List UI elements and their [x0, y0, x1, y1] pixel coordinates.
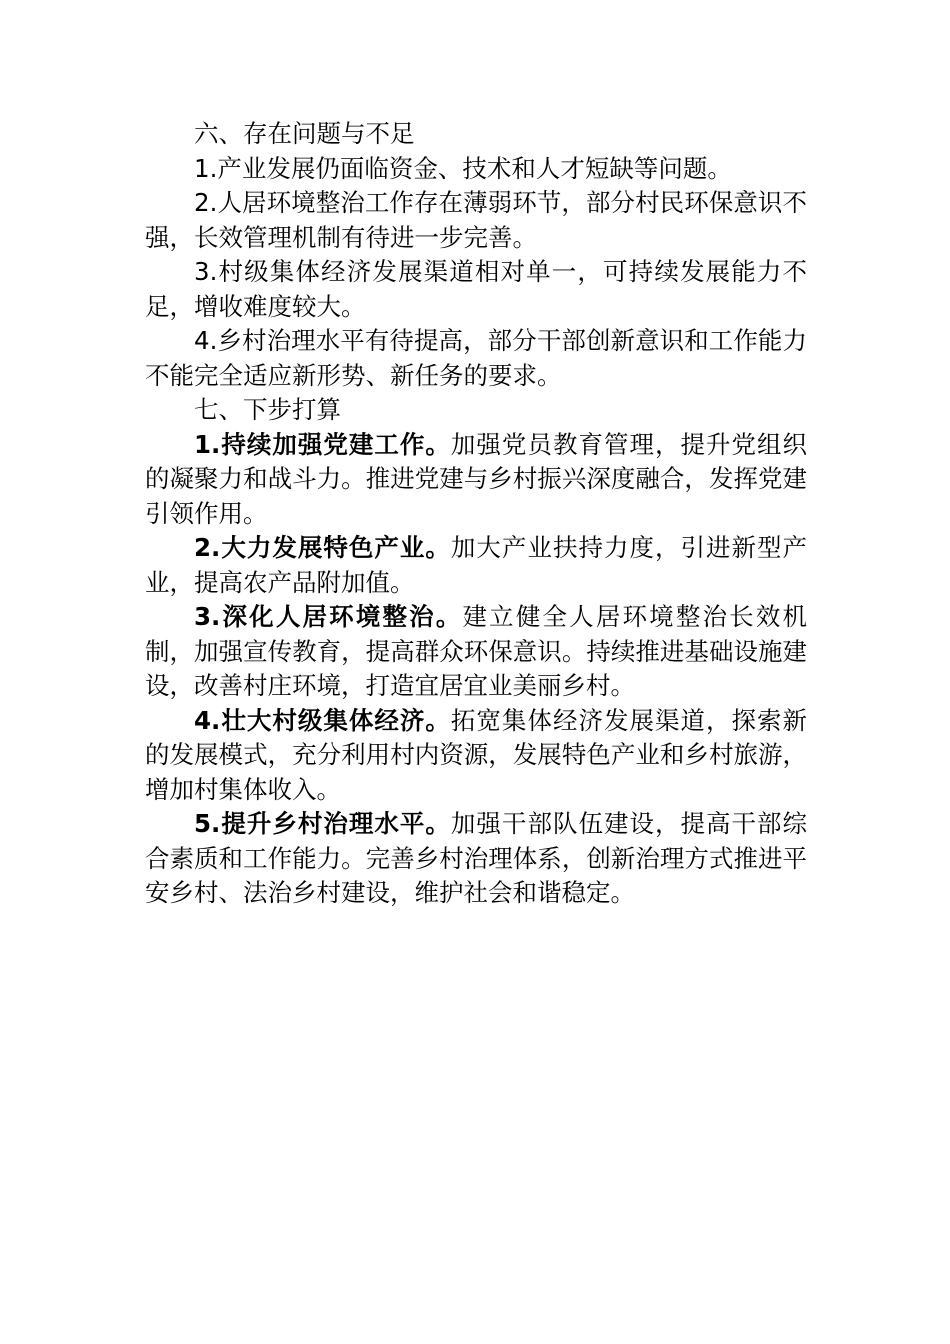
- section-heading-next-steps: 七、下步打算: [194, 395, 341, 424]
- plan-item-title: 2.大力发展特色产业。: [194, 533, 451, 562]
- plan-item-body: 加大产业扶持力度，引进新型产业，提高农产品附加值。: [145, 533, 807, 597]
- document-body: [145, 117, 807, 911]
- problem-item-1: 1.产业发展仍面临资金、技术和人才短缺等问题。: [194, 153, 732, 183]
- plan-item-3: [145, 600, 807, 704]
- plan-item-1: [145, 428, 807, 532]
- plan-item-title: 3.深化人居环境整治。: [194, 602, 463, 631]
- plan-item-5: [145, 807, 807, 911]
- plan-item-title: 5.提升乡村治理水平。: [194, 809, 451, 838]
- plan-item-body: 加强党员教育管理，提升党组织的凝聚力和战斗力。推进党建与乡村振兴深度融合，发挥党建引领作用。: [145, 429, 807, 528]
- plan-item-body: 建立健全人居环境整治长效机制，加强宣传教育，提高群众环保意识。持续推进基础设施建设，改善村庄环境，打造宜居宜业美丽乡村。: [145, 602, 808, 700]
- plan-item-title: 1.持续加强党建工作。: [194, 429, 451, 459]
- plan-item-2: [145, 531, 807, 600]
- plan-item-body: 拓宽集体经济发展渠道，探索新的发展模式，充分利用村内资源，发展特色产业和乡村旅游，增加村集体收入。: [145, 705, 807, 804]
- plan-item-4: [145, 704, 807, 808]
- section-heading-problems: 六、存在问题与不足: [194, 119, 415, 148]
- problem-item-2: 2.人居环境整治工作存在薄弱环节，部分村民环保意识不强，长效管理机制有待进一步完善。: [145, 188, 807, 252]
- problem-item-4: 4.乡村治理水平有待提高，部分干部创新意识和工作能力不能完全适应新形势、新任务的要求。: [145, 326, 807, 390]
- problem-item-3: 3.村级集体经济发展渠道相对单一，可持续发展能力不足，增收难度较大。: [145, 257, 807, 321]
- plan-item-title: 4.壮大村级集体经济。: [194, 705, 451, 735]
- plan-item-body: 加强干部队伍建设，提高干部综合素质和工作能力。完善乡村治理体系，创新治理方式推进平安乡村、法治乡村建设，维护社会和谐稳定。: [145, 809, 807, 907]
